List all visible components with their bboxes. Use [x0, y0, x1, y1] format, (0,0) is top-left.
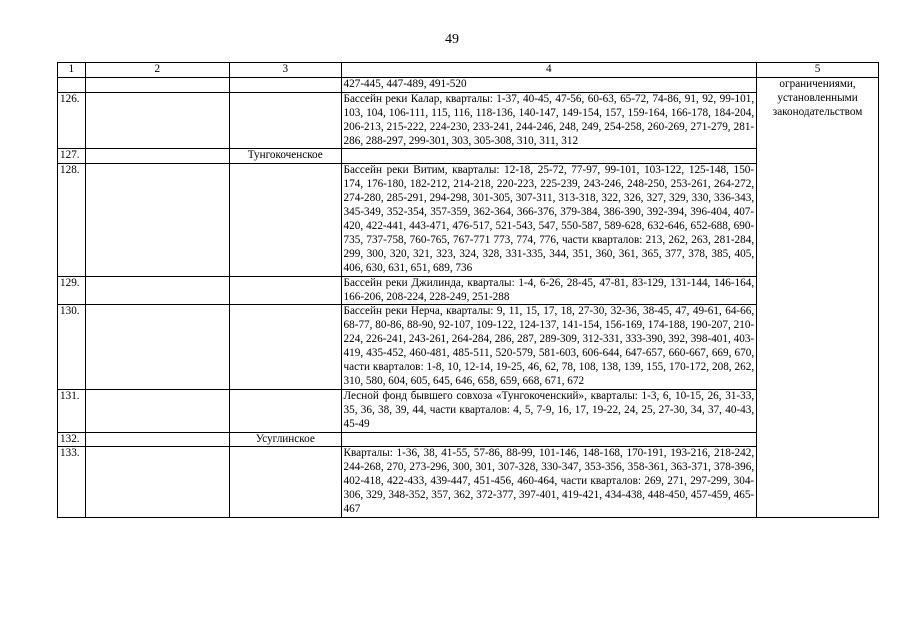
restriction-note: ограничениями, установленными законодательством [757, 77, 879, 517]
row-settlement [229, 164, 341, 276]
row-settlement: Усуглинское [229, 432, 341, 447]
forest-quarters-table [57, 62, 879, 518]
row-number: 132. [58, 432, 86, 447]
row-description: Бассейн реки Витим, кварталы: 12-18, 25-72, 77-97, 99-101, 103-122, 125-148, 150-174, 176-180, 182-212, 214-218, 220-223, 225-239, 243-246, 248-250, 253-261, 264-272, 274-280, 285-291, 294-298, 301-305, 307-311, 313-318, 322, 326, 327, 329, 330, 336-343, 345-349, 352-354, 357-359, 362-364, 366-376, 379-384, 386-390, 392-394, 396-404, 407-420, 422-441, 443-471, 476-517, 521-543, 547, 550-587, 589-628, 632-646, 652-688, 690-735, 737-758, 760-765, 767-771 773, 774, 776, части кварталов: 213, 262, 263, 281-284, 299, 300, 320, 321, 323, 324, 328, 331-335, 344, 351, 360, 361, 365, 377, 378, 385, 405, 406, 630, 631, 651, 689, 736 [341, 164, 757, 276]
row-description: Бассейн реки Калар, кварталы: 1-37, 40-45, 47-56, 60-63, 65-72, 74-86, 91, 92, 99-101, 103, 104, 106-111, 115, 116, 118-136, 140-147, 149-154, 157, 159-164, 166-178, 184-204, 206-213, 215-222, 224-230, 233-241, 244-246, 248, 249, 254-258, 260-269, 271-279, 281-286, 288-297, 299-301, 303, 305-308, 310, 311, 312 [341, 92, 757, 149]
header-cell-1: 1 [58, 63, 86, 78]
table-row [58, 305, 879, 389]
row-number [58, 77, 86, 92]
row-description: Лесной фонд бывшего совхоза «Тунгокоченский», кварталы: 1-3, 6, 10-15, 26, 31-33, 35, 36, 38, 39, 44, части кварталов: 4, 5, 7-9, 16, 17, 19-22, 24, 25, 27-30, 34, 37, 40-43, 45-49 [341, 389, 757, 432]
row-col2 [85, 389, 229, 432]
row-number: 126. [58, 92, 86, 149]
header-cell-5: 5 [757, 63, 879, 78]
row-description: Бассейн реки Джилинда, кварталы: 1-4, 6-26, 28-45, 47-81, 83-129, 131-144, 146-164, 166-206, 208-224, 228-249, 251-288 [341, 276, 757, 305]
row-description [341, 149, 757, 164]
row-col2 [85, 432, 229, 447]
table-row [58, 389, 879, 432]
row-number: 130. [58, 305, 86, 389]
row-number: 129. [58, 276, 86, 305]
row-number: 128. [58, 164, 86, 276]
header-cell-3: 3 [229, 63, 341, 78]
table-row [58, 432, 879, 447]
row-col3 [229, 77, 341, 92]
table-row-continuation [58, 77, 879, 92]
row-col2 [85, 305, 229, 389]
row-col2 [85, 276, 229, 305]
header-cell-4: 4 [341, 63, 757, 78]
row-settlement [229, 305, 341, 389]
row-description: 427-445, 447-489, 491-520 [341, 77, 757, 92]
row-col2 [85, 77, 229, 92]
table-row [58, 276, 879, 305]
row-description: Кварталы: 1-36, 38, 41-55, 57-86, 88-99, 101-146, 148-168, 170-191, 193-216, 218-242, 244-268, 270, 273-296, 300, 301, 307-328, 330-347, 353-356, 358-361, 363-371, 378-396, 402-418, 422-433, 439-447, 451-456, 460-464, части кварталов: 269, 271, 297-299, 304-306, 329, 348-352, 357, 362, 372-377, 397-401, 419-421, 434-438, 448-450, 457-459, 465-467 [341, 447, 757, 518]
row-description: Бассейн реки Нерча, кварталы: 9, 11, 15, 17, 18, 27-30, 32-36, 38-45, 47, 49-61, 64-66, 68-77, 80-86, 88-90, 92-107, 109-122, 124-137, 141-154, 156-169, 174-188, 190-207, 210-224, 226-241, 243-261, 264-284, 286, 287, 289-309, 312-331, 333-390, 392, 398-401, 403-419, 435-452, 460-481, 485-511, 520-579, 581-603, 606-644, 647-657, 660-667, 669, 670, части кварталов: 1-8, 10, 12-14, 19-25, 46, 62, 78, 108, 138, 139, 155, 170-172, 208, 262, 310, 580, 604, 605, 645, 646, 658, 659, 668, 671, 672 [341, 305, 757, 389]
row-number: 133. [58, 447, 86, 518]
table-row [58, 149, 879, 164]
row-number: 131. [58, 389, 86, 432]
table-row [58, 164, 879, 276]
row-col2 [85, 149, 229, 164]
row-settlement [229, 276, 341, 305]
table-row [58, 447, 879, 518]
table-header-row [58, 63, 879, 78]
row-settlement [229, 389, 341, 432]
row-col2 [85, 164, 229, 276]
table-row [58, 92, 879, 149]
row-description [341, 432, 757, 447]
row-settlement [229, 447, 341, 518]
row-col2 [85, 92, 229, 149]
row-settlement [229, 92, 341, 149]
row-col2 [85, 447, 229, 518]
row-settlement: Тунгокоченское [229, 149, 341, 164]
page-number: 49 [445, 32, 459, 47]
header-cell-2: 2 [85, 63, 229, 78]
row-number: 127. [58, 149, 86, 164]
